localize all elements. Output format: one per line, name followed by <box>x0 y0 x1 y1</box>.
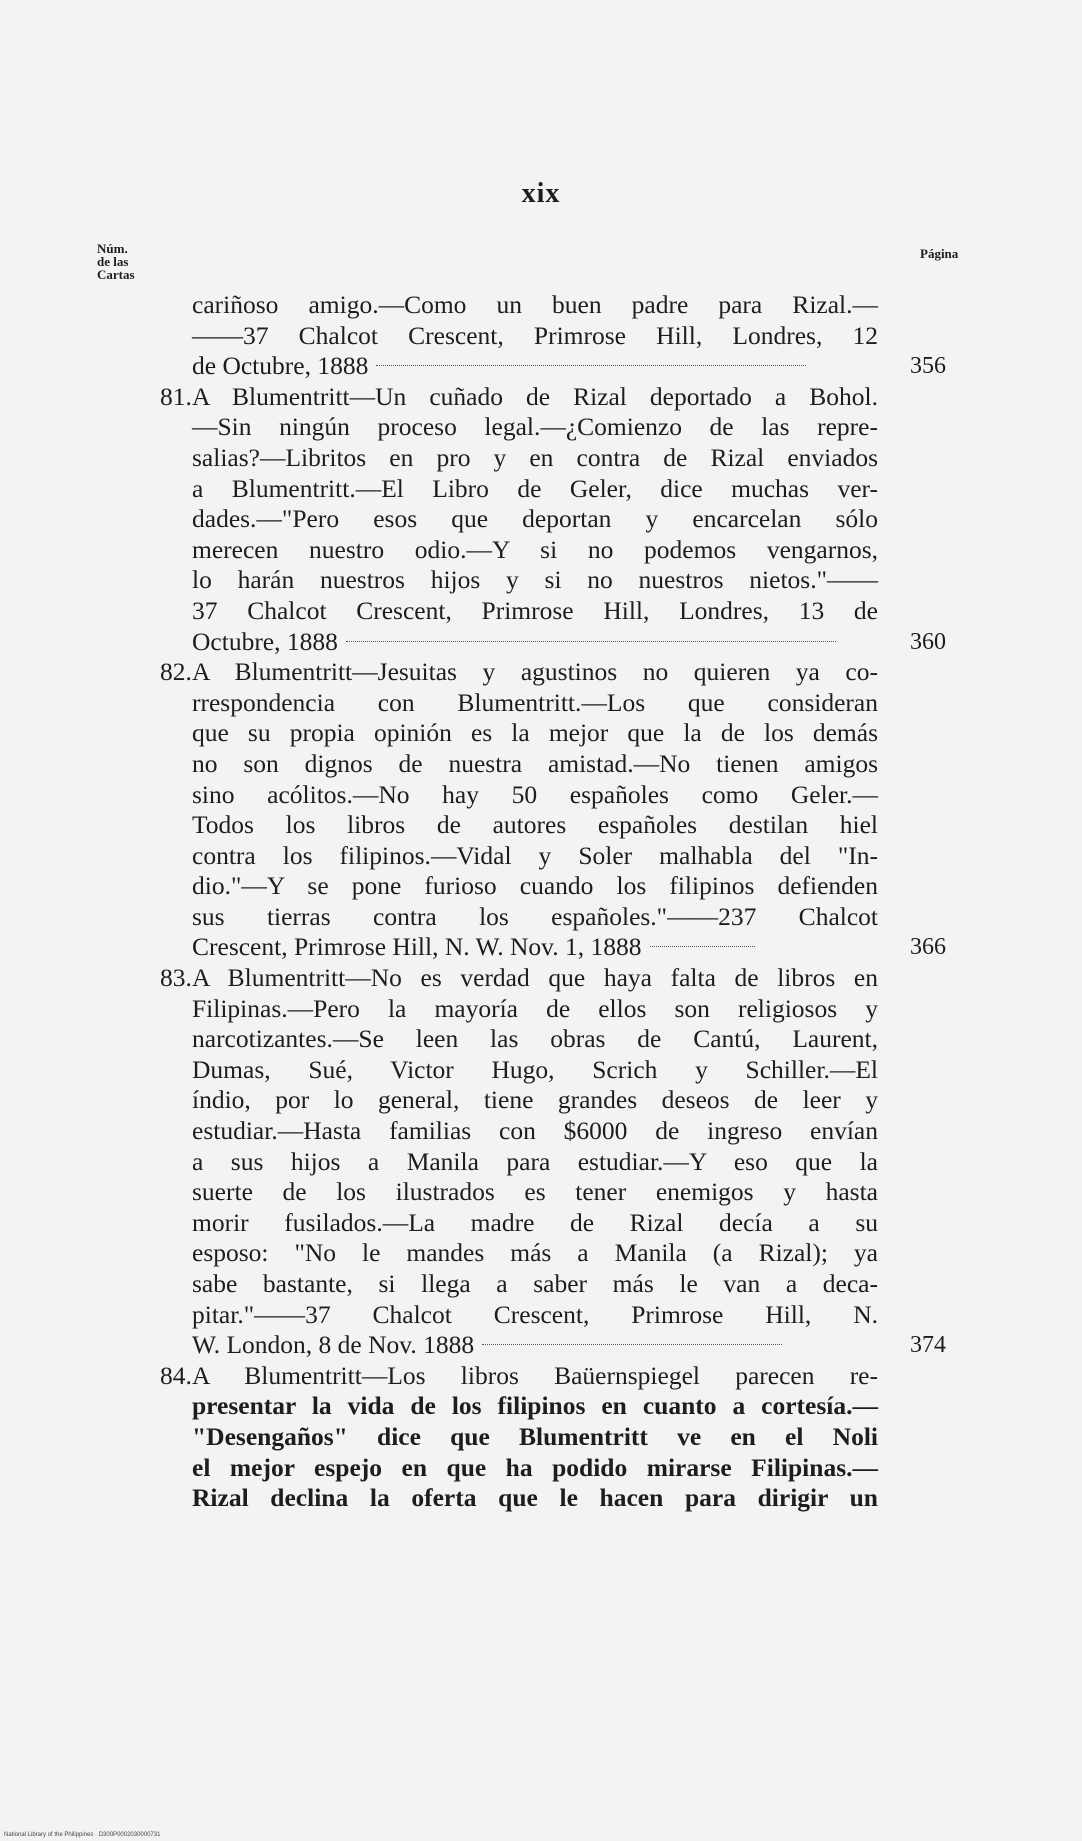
entry-last-line <box>160 932 960 963</box>
entry-line: lo harán nuestros hijos y si no nuestros nietos."—— <box>192 565 878 595</box>
entry-line-text: A Blumentritt—Jesuitas y agustinos no quieren ya co- <box>192 657 878 687</box>
entry-number: 83. <box>160 963 192 993</box>
entry-line: estudiar.—Hasta familias con $6000 de ingreso envían <box>192 1116 878 1146</box>
header-line: de las <box>97 254 129 269</box>
toc-entry <box>160 1361 960 1514</box>
entry-line: suerte de los ilustrados es tener enemigos y hasta <box>192 1177 878 1207</box>
entry-last-line <box>160 627 960 658</box>
entry-line-text: Crescent, Primrose Hill, N. W. Nov. 1, 1888 <box>192 932 642 962</box>
entry-first-line <box>160 963 878 994</box>
entry-line-text: A Blumentritt—No es verdad que haya falta de libros en <box>192 963 878 993</box>
entry-line: el mejor espejo en que ha podido mirarse Filipinas.— <box>192 1452 878 1482</box>
entry-line: rrespondencia con Blumentritt.—Los que consideran <box>192 687 878 717</box>
entry-first-line <box>160 1361 878 1392</box>
entry-page: 374 <box>910 1332 946 1359</box>
entry-line: narcotizantes.—Se leen las obras de Cantú, Laurent, <box>192 1024 878 1054</box>
entry-line-text: de Octubre, 1888 <box>192 351 369 381</box>
entry-line-text: A Blumentritt—Los libros Baüernspiegel parecen re- <box>192 1360 878 1390</box>
entry-line: índio, por lo general, tiene grandes deseos de leer y <box>192 1085 878 1115</box>
entry-line: "Desengaños" dice que Blumentritt ve en el Noli <box>192 1421 878 1451</box>
page-number: xix <box>521 178 561 209</box>
entry-last-line <box>160 1330 960 1361</box>
entry-line: que su propia opinión es la mejor que la de los demás <box>192 718 878 748</box>
header-line: Cartas <box>97 267 135 282</box>
entry-line: cariñoso amigo.—Como un buen padre para Rizal.— <box>192 290 878 319</box>
entry-line: esposo: "No le mandes más a Manila (a Rizal); ya <box>192 1238 878 1268</box>
entry-line: pitar."——37 Chalcot Crescent, Primrose Hill, N. <box>192 1299 878 1329</box>
toc-entry <box>160 657 960 963</box>
entry-line: morir fusilados.—La madre de Rizal decía a su <box>192 1207 878 1237</box>
scan-footer: National Library of the Philippines · D300P0002030000731 <box>4 1832 161 1838</box>
entry-page: 360 <box>910 628 946 655</box>
entry-line: contra los filipinos.—Vidal y Soler malhabla del "In- <box>192 840 878 870</box>
entry-last-line <box>160 351 960 382</box>
entry-page: 356 <box>910 353 946 380</box>
entry-line: merecen nuestro odio.—Y si no podemos vengarnos, <box>192 534 878 564</box>
letter-number-column-header <box>97 242 135 281</box>
entry-line: dio."—Y se pone furioso cuando los filipinos defienden <box>192 871 878 901</box>
entry-line: no son dignos de nuestra amistad.—No tienen amigos <box>192 748 878 778</box>
dot-leader <box>482 1344 782 1345</box>
dot-leader <box>376 365 806 366</box>
entry-line: sabe bastante, si llega a saber más le van a deca- <box>192 1269 878 1298</box>
entry-line: presentar la vida de los filipinos en cuanto a cortesía.— <box>192 1391 878 1421</box>
dot-leader <box>346 641 836 642</box>
entry-line: Filipinas.—Pero la mayoría de ellos son religiosos y <box>192 993 878 1023</box>
entry-first-line <box>160 657 878 688</box>
entry-line: dades.—"Pero esos que deportan y encarcelan sólo <box>192 504 878 534</box>
entry-line: 37 Chalcot Crescent, Primrose Hill, Londres, 13 de <box>192 595 878 625</box>
entry-line: Dumas, Sué, Victor Hugo, Scrich y Schiller.—El <box>192 1054 878 1084</box>
entry-line: Todos los libros de autores españoles destilan hiel <box>192 810 878 840</box>
entry-line: Rizal declina la oferta que le hacen para dirigir un <box>192 1483 878 1513</box>
entry-number: 84. <box>160 1360 192 1390</box>
toc-entry <box>160 963 960 1361</box>
entry-line: salias?—Libritos en pro y en contra de Rizal enviados <box>192 442 878 472</box>
entry-line-text: A Blumentritt—Un cuñado de Rizal deportado a Bohol. <box>192 381 878 411</box>
entry-number: 81. <box>160 381 192 411</box>
entry-line: —Sin ningún proceso legal.—¿Comienzo de las repre- <box>192 412 878 442</box>
entry-number: 82. <box>160 657 192 687</box>
entry-line-text: Octubre, 1888 <box>192 626 338 656</box>
entry-line: sus tierras contra los españoles."——237 Chalcot <box>192 901 878 931</box>
entry-page: 366 <box>910 934 946 961</box>
page-column-header: Página <box>920 246 959 261</box>
entry-line: a sus hijos a Manila para estudiar.—Y eso que la <box>192 1146 878 1176</box>
entry-line-text: W. London, 8 de Nov. 1888 <box>192 1330 475 1360</box>
header-line: Núm. <box>97 241 128 256</box>
entry-line: a Blumentritt.—El Libro de Geler, dice muchas ver- <box>192 473 878 503</box>
toc-entry <box>160 290 960 382</box>
entry-line: ——37 Chalcot Crescent, Primrose Hill, Londres, 12 <box>192 320 878 350</box>
table-of-contents <box>160 290 960 1514</box>
dot-leader <box>650 946 755 947</box>
toc-entry <box>160 382 960 657</box>
entry-line: sino acólitos.—No hay 50 españoles como Geler.— <box>192 779 878 809</box>
entry-first-line <box>160 382 878 413</box>
